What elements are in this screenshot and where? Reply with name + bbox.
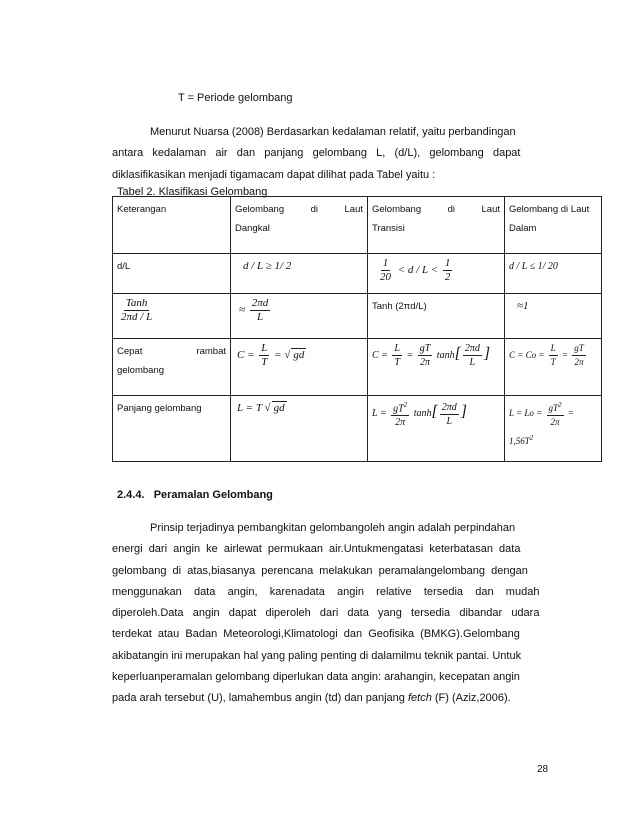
table-row-celerity [113,339,602,396]
paragraph-line: diperoleh.Data angin dapat diperoleh dari data yang tersedia dibandar udara [112,607,540,620]
paragraph-line: terdekat atau Badan Meteorologi,Klimatologi dan Geofisika (BMKG).Gelombang [112,628,520,641]
paragraph-line: antara kedalaman air dan panjang gelombang L, (d/L), gelombang dapat [112,147,521,160]
paragraph-line: diklasifikasikan menjadi tigamacam dapat dilihat pada Tabel yaitu : [112,168,436,181]
cell-dl-dangkal: d / L ≥ 1/ 2 [231,254,368,294]
page-number: 28 [537,764,549,775]
cell-tanh-dalam: ≈1 [505,294,602,339]
table-row-dl [113,254,602,294]
paragraph-line: energi dari angin ke airlewat permukaan air.Untukmengatasi keterbatasan data [112,543,521,556]
cell-wavelength-transisi: L = $\frac{gT^2}{2\pi}$ tanh[ $\frac{2\pi d}{L}$ ] [368,396,505,462]
header-keterangan: Keterangan [113,197,231,254]
cell-celerity-label: Cepat rambat gelombang [113,339,231,396]
table-row-wavelength [113,396,602,462]
cell-dl-transisi: $\frac{1}{20}$ < d / L < $\frac{1}{2}$ [368,254,505,294]
paragraph-intro [112,122,550,186]
fetch-term: fetch [407,692,432,705]
paragraph-line: Menurut Nuarsa (2008) Berdasarkan kedalaman relatif, yaitu perbandingan [150,126,516,138]
cell-dl-dalam: d / L ≤ 1/ 20 [505,254,602,294]
cell-dl-label: d/L [113,254,231,294]
cell-celerity-transisi: C = $\frac{L}{T}$ = $\frac{gT}{2\pi}$ tanh[ $\frac{2\pi d}{L}$ ] [368,339,505,396]
cell-celerity-dangkal: C = $\frac{L}{T}$ = √ gd [231,339,368,396]
wave-classification-table [112,196,602,462]
table-row-tanh [113,294,602,339]
cell-wavelength-dangkal: L = T √ gd [231,396,368,462]
table-caption: Tabel 2. Klasifikasi Gelombang [117,186,268,198]
paragraph-line: gelombang di atas,biasanya perencana melakukan peramalangelombang dengan [112,564,528,577]
cell-tanh-dangkal: ≈ $\frac{2\pi d}{L}$ [231,294,368,339]
cell-tanh-transisi: Tanh (2πd/L) [368,294,505,339]
section-heading: 2.4.4. Peramalan Gelombang [117,489,273,501]
header-dalam: Gelombang di Laut Dalam [505,197,602,254]
paragraph-line: pada arah tersebut (U), lamahembus angin (td) dan panjang fetch (F) (Aziz,2006). [112,692,511,705]
header-dangkal: Gelombang di Laut Dangkal [231,197,368,254]
table-header-row [113,197,602,254]
cell-celerity-dalam: C = Co = $\frac{L}{T}$ = $\frac{gT}{2\pi}$ [505,339,602,396]
cell-wavelength-dalam: L = Lo = $\frac{gT^2}{2\pi}$ = $1,56T^2$ [505,396,602,462]
paragraph-forecasting [112,518,550,710]
paragraph-line: akibatangin ini merupakan hal yang paling penting di dalamilmu teknik pantai. Untuk [112,649,522,662]
paragraph-line: menggunakan data angin, karenadata angin relative tersedia dan mudah [112,585,540,598]
header-transisi: Gelombang di Laut Transisi [368,197,505,254]
cell-tanh-label: $\frac{\text{Tanh}}{2\pi d / L}$ [113,294,231,339]
paragraph-line: Prinsip terjadinya pembangkitan gelombangoleh angin adalah perpindahan [150,522,516,534]
cell-wavelength-label: Panjang gelombang [113,396,231,462]
paragraph-line: keperluanperamalan gelombang diperlukan data angin: arahangin, kecepatan angin [112,671,520,684]
variable-definition: T = Periode gelombang [178,92,293,104]
